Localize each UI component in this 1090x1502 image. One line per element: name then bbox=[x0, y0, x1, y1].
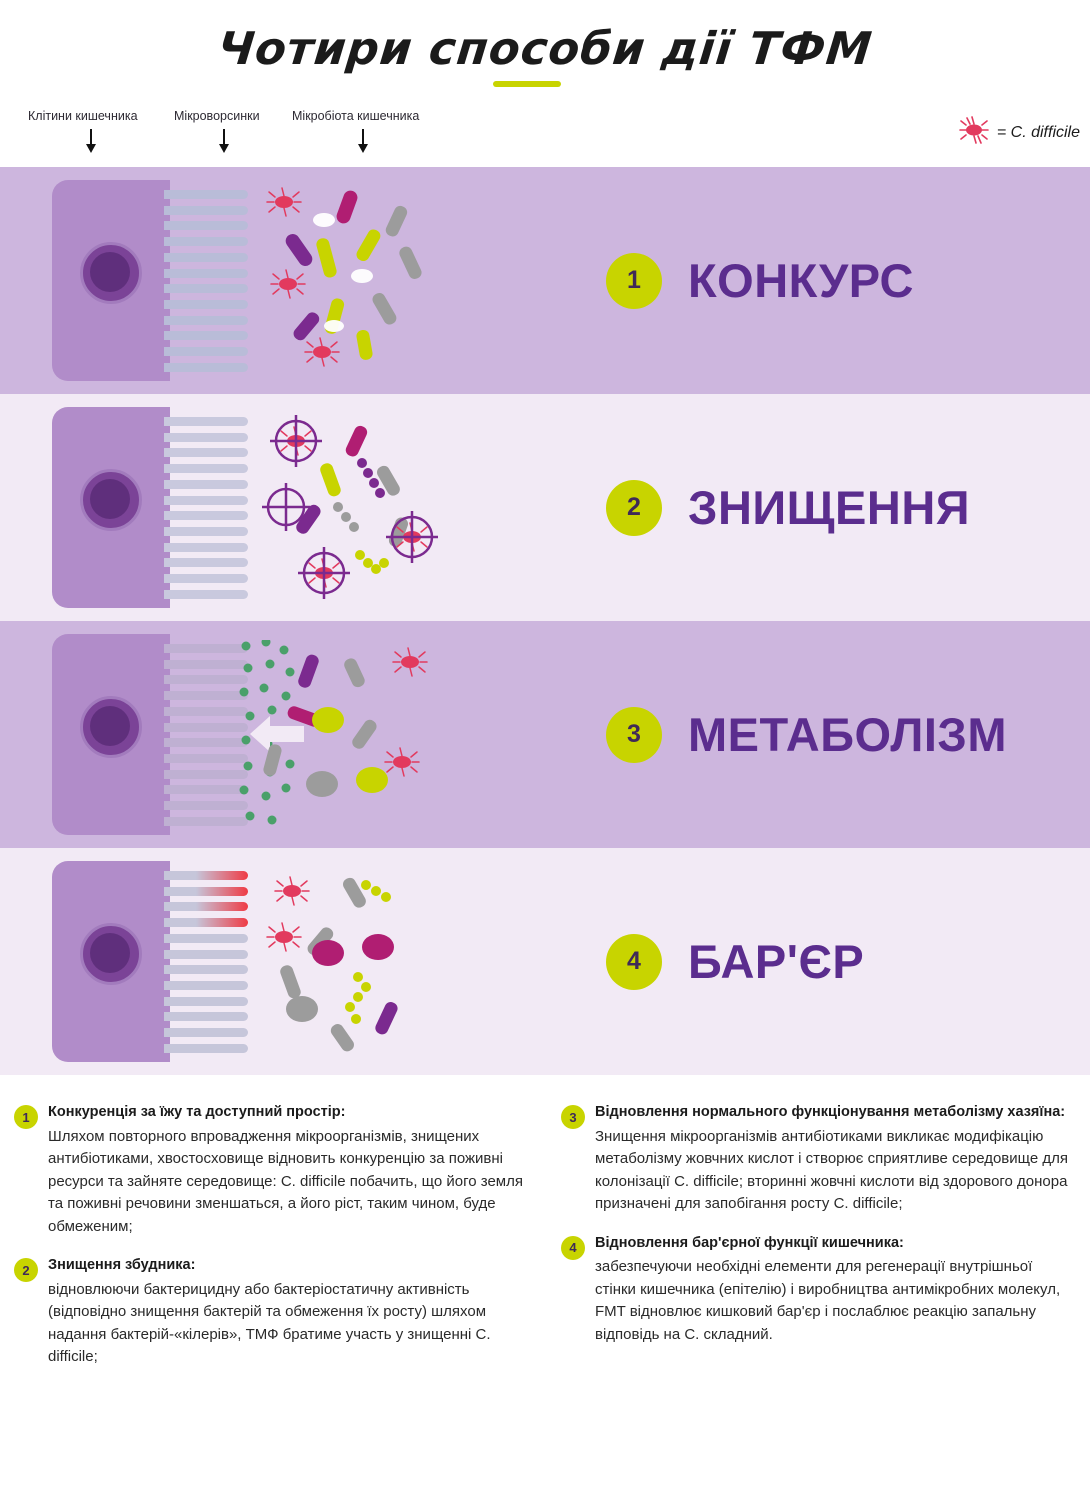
band-barrier bbox=[0, 848, 1090, 1075]
page-title: Чотири способи дії ТФМ bbox=[215, 22, 875, 75]
note-number-3: 3 bbox=[561, 1105, 585, 1129]
band-number-3: 3 bbox=[606, 707, 662, 763]
band-title-3 bbox=[606, 707, 1007, 763]
gut-cell-block bbox=[52, 861, 170, 1062]
band-title-2 bbox=[606, 480, 970, 536]
notes-column-right bbox=[561, 1103, 1072, 1387]
note-number-4: 4 bbox=[561, 1236, 585, 1260]
microbiota-cluster-1 bbox=[262, 180, 452, 381]
note-heading-3: Відновлення нормального функціонування метаболізму хазяїна: bbox=[595, 1104, 1066, 1120]
microbiota-cluster-2 bbox=[262, 407, 452, 608]
legend-label-microbiota: Мікробіота кишечника bbox=[292, 109, 420, 123]
title-underline bbox=[493, 81, 561, 87]
note-number-2: 2 bbox=[14, 1258, 38, 1282]
epithelium-illustration-1 bbox=[52, 180, 452, 381]
band-destruction bbox=[0, 394, 1090, 621]
microbiota-cluster-4 bbox=[262, 861, 452, 1062]
note-item-2 bbox=[14, 1256, 525, 1369]
header bbox=[0, 0, 1090, 87]
gut-cell-block bbox=[52, 634, 170, 835]
legend-label-microvilli: Мікроворсинки bbox=[174, 109, 260, 123]
band-label-2: ЗНИЩЕННЯ bbox=[688, 481, 971, 534]
legend bbox=[0, 105, 1090, 167]
note-text-1: Шляхом повторного впровадження мікроорганізмів, знищених антибіотиками, хвостосховище відновить конкуренцію за поживні ресурси та зайняте середовище: C. difficile побачить, що його земля та поживні речовини зменшаться, а його ріст, таким чином, буде обмеженим; bbox=[48, 1127, 523, 1235]
band-label-3: МЕТАБОЛІЗМ bbox=[688, 708, 1007, 761]
epithelium-illustration-3 bbox=[52, 634, 452, 835]
cell-nucleus bbox=[80, 923, 142, 985]
microvilli-group bbox=[164, 871, 256, 1053]
notes-column-left bbox=[14, 1103, 525, 1387]
epithelium-illustration-2 bbox=[52, 407, 452, 608]
band-title-1 bbox=[606, 253, 914, 309]
microvilli-group bbox=[164, 417, 256, 599]
band-number-4: 4 bbox=[606, 934, 662, 990]
gut-cell-block bbox=[52, 407, 170, 608]
note-item-3 bbox=[561, 1103, 1072, 1216]
band-number-2: 2 bbox=[606, 480, 662, 536]
cell-nucleus bbox=[80, 469, 142, 531]
legend-label-cells: Клітини кишечника bbox=[28, 109, 138, 123]
epithelium-illustration-4 bbox=[52, 861, 452, 1062]
note-item-4 bbox=[561, 1234, 1072, 1347]
band-label-4: БАР'ЄР bbox=[688, 935, 865, 988]
legend-arrow-cells bbox=[86, 129, 96, 155]
microbiota-cluster-3 bbox=[262, 634, 452, 835]
c-difficile-bacterium-icon bbox=[957, 113, 991, 152]
note-text-2: відновлюючи бактерицидну або бактеріостатичну активність (відповідно знищення бактерій та обмеження їх росту) шляхом надання бактерій-«кілерів», ТМФ братиме участь у знищенні C. difficile; bbox=[48, 1280, 491, 1366]
note-heading-2: Знищення збудника: bbox=[48, 1257, 196, 1274]
band-number-1: 1 bbox=[606, 253, 662, 309]
microvilli-group bbox=[164, 190, 256, 372]
note-text-4: забезпечуючи необхідні елементи для регенерації внутрішньої стінки кишечника (епітелію) і виробництва антимікробних молекул, FMT відновлює кишковий бар'єр і послаблює реакцію запальну відповідь на C. складний. bbox=[595, 1258, 1061, 1343]
note-heading-1: Конкуренція за їжу та доступний простір: bbox=[48, 1104, 346, 1120]
note-heading-4: Відновлення бар'єрної функції кишечника: bbox=[595, 1234, 904, 1251]
legend-arrow-microbiota bbox=[358, 129, 368, 155]
mechanism-bands bbox=[0, 167, 1090, 1075]
legend-key-text: = C. difficile bbox=[996, 123, 1080, 141]
band-label-1: КОНКУРС bbox=[688, 254, 914, 307]
band-title-4 bbox=[606, 934, 864, 990]
cell-nucleus bbox=[80, 696, 142, 758]
note-number-1: 1 bbox=[14, 1105, 38, 1129]
gut-cell-block bbox=[52, 180, 170, 381]
legend-arrow-microvilli bbox=[219, 129, 229, 155]
legend-cdifficile-key bbox=[957, 113, 1080, 152]
notes-section bbox=[0, 1075, 1090, 1387]
note-item-1 bbox=[14, 1103, 525, 1238]
band-competition bbox=[0, 167, 1090, 394]
note-text-3: Знищення мікроорганізмів антибіотиками викликає модифікацію метаболізму жовчних кислот і створює сприятливе середовище для колонізації C. difficile; вторинні жовчні кислоти від здорового донора призначені для запобігання росту C. difficile; bbox=[595, 1127, 1068, 1213]
band-metabolism bbox=[0, 621, 1090, 848]
cell-nucleus bbox=[80, 242, 142, 304]
